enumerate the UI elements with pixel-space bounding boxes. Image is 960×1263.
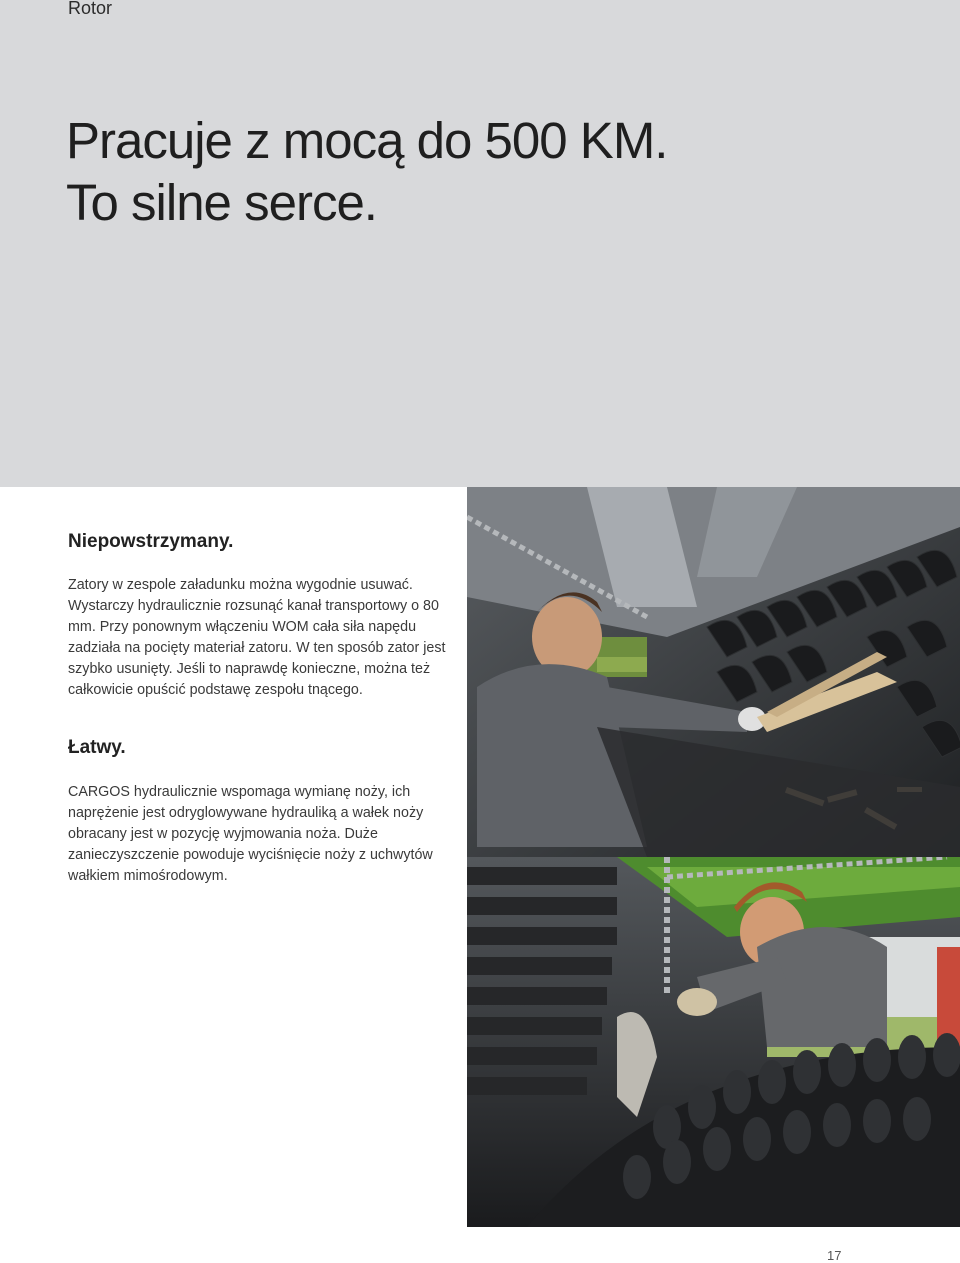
headline-line-2: To silne serce.: [66, 174, 377, 231]
photo-rotor-blockage: [467, 487, 960, 857]
section-label: Rotor: [68, 0, 113, 18]
headline-line-1: Pracuje z mocą do 500 KM.: [66, 112, 668, 169]
page-title: [66, 110, 667, 234]
header-band: [0, 0, 960, 487]
section-unstoppable: [68, 531, 448, 701]
section-easy: [68, 737, 448, 887]
page-number: 17: [827, 1248, 842, 1263]
section-body-easy: CARGOS hydraulicznie wspomaga wymianę noży, ich naprężenie jest odryglowywane hydrauliką a wałek noży obracany jest w pozycję wyjmowania noża. Duże zanieczyszczenie powoduje wyciśnięcie noży z uchwytów wałkiem mimośrodowym.: [68, 784, 433, 884]
section-title-unstoppable: Niepowstrzymany.: [68, 531, 234, 552]
section-title-easy: Łatwy.: [68, 737, 126, 758]
photo-knife-replacement: [467, 857, 960, 1227]
section-body-unstoppable: Zatory w zespole załadunku można wygodnie usuwać. Wystarczy hydraulicznie rozsunąć kanał transportowy o 80 mm. Przy ponownym włączeniu WOM cała siła napędu zadziała na pocięty materiał zatoru. W ten sposób zator jest szybko usunięty. Jeśli to naprawdę konieczne, można też całkowicie opuścić podstawę zespołu tnącego.: [68, 577, 446, 698]
